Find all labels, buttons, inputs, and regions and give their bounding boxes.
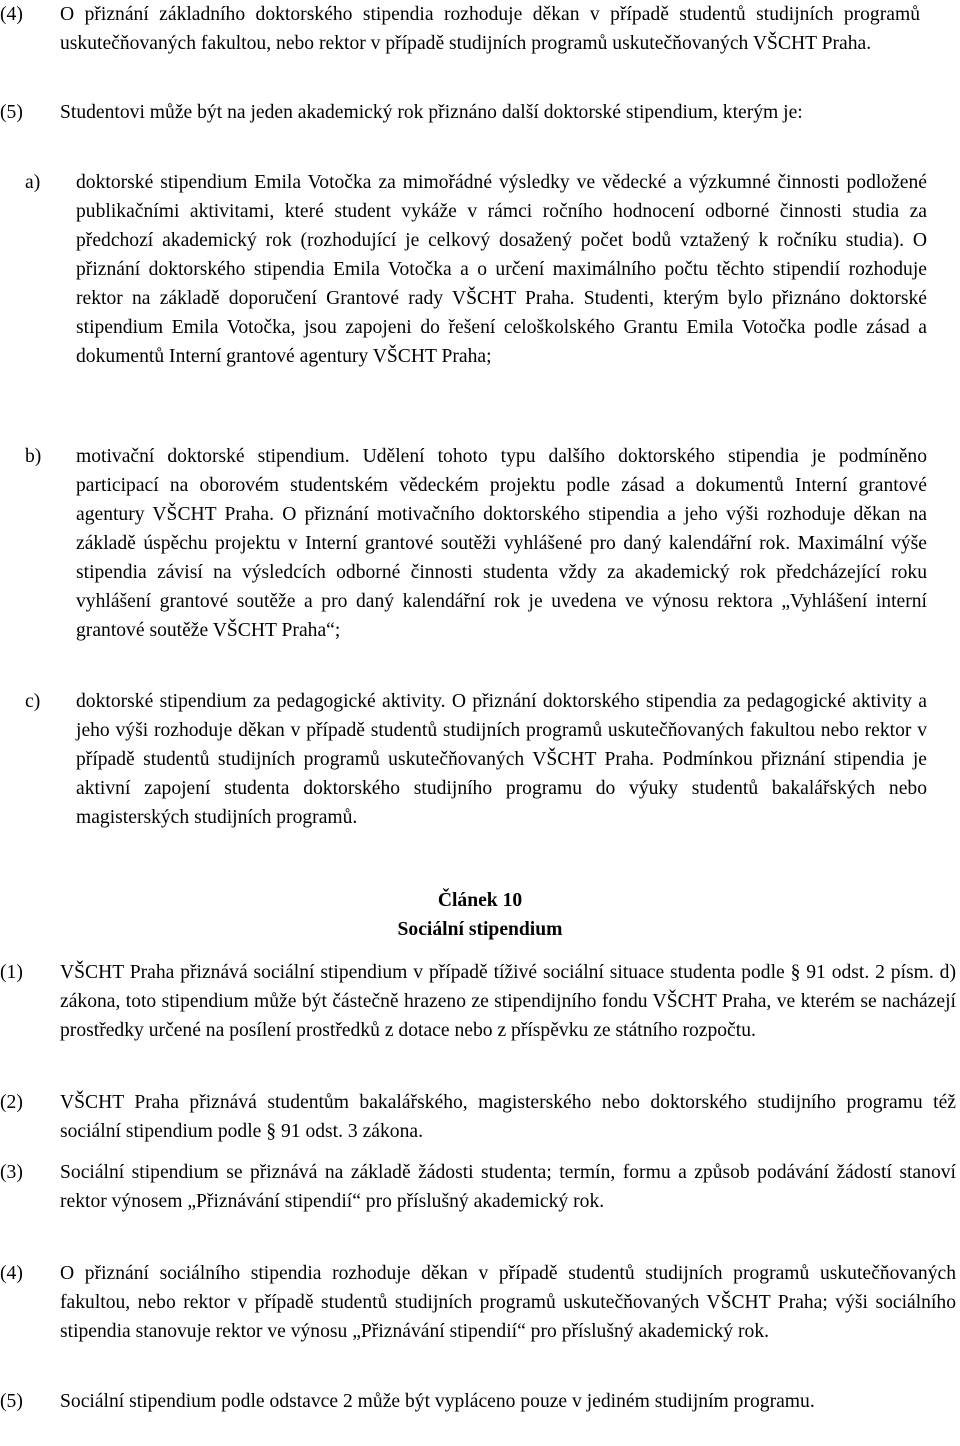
- subitem-label: b): [25, 446, 42, 467]
- paragraph-3: [0, 1158, 958, 1216]
- paragraph-4-top: [0, 0, 940, 58]
- subitem-a: [25, 168, 930, 371]
- subitem-label: c): [25, 691, 41, 712]
- subitem-text: motivační doktorské stipendium. Udělení tohoto typu dalšího doktorského stipendia je podmíněno participací na oborovém studentském vědeckém projektu podle zásad a dokumentů Interní grantové agentury VŠCHT Praha. O přiznání motivačního doktorského stipendia a jeho výši rozhoduje děkan na základě úspěchu projektu v Interní grantové soutěži vyhlášené pro daný kalendářní rok. Maximální výše stipendia závisí na výsledcích odborné činnosti studenta vždy za akademický rok předcházející roku vyhlášení grantové soutěže a pro daný kalendářní rok je uvedena ve výnosu rektora „Vyhlášení interní grantové soutěže VŠCHT Praha“;: [76, 446, 927, 641]
- paragraph-text: VŠCHT Praha přiznává studentům bakalářského, magisterského nebo doktorského studijního programu též sociální stipendium podle § 91 odst. 3 zákona.: [60, 1092, 956, 1142]
- paragraph-number: (4): [0, 4, 23, 25]
- paragraph-text: O přiznání základního doktorského stipendia rozhoduje děkan v případě studentů studijních programů uskutečňovaných fakultou, nebo rektor v případě studijních programů uskutečňovaných VŠCHT Praha.: [60, 4, 920, 54]
- subitem-c: [25, 687, 930, 832]
- subitem-text: doktorské stipendium za pedagogické aktivity. O přiznání doktorského stipendia za pedagogické aktivity a jeho výši rozhoduje děkan v případě studentů studijních programů uskutečňovaných fakultou nebo rektor v případě studentů studijních programů uskutečňovaných VŠCHT Praha. Podmínkou přiznání stipendia je aktivní zapojení studenta doktorského studijního programu do výuky studentů bakalářských nebo magisterských studijních programů.: [76, 691, 927, 828]
- paragraph-5-top: [0, 98, 940, 127]
- paragraph-number: (5): [0, 102, 23, 123]
- paragraph-text: O přiznání sociálního stipendia rozhoduje děkan v případě studentů studijních programů uskutečňovaných fakultou, nebo rektor v případě studentů studijních programů uskutečňovaných VŠCHT Praha; výši sociálního stipendia stanovuje rektor ve výnosu „Přiznávání stipendií“ pro příslušný akademický rok.: [60, 1263, 956, 1342]
- paragraph-number: (2): [0, 1092, 23, 1113]
- paragraph-number: (1): [0, 962, 23, 983]
- paragraph-text: Studentovi může být na jeden akademický rok přiznáno další doktorské stipendium, kterým je:: [60, 102, 803, 123]
- paragraph-2: [0, 1088, 958, 1146]
- article-subtitle: Sociální stipendium: [397, 919, 563, 940]
- paragraph-number: (5): [0, 1391, 23, 1412]
- subitem-text: doktorské stipendium Emila Votočka za mimořádné výsledky ve vědecké a výzkumné činnosti podložené publikačními aktivitami, které student vykáže v rámci ročního hodnocení odborné činnosti studia za předchozí akademický rok (rozhodující je celkový dosažený počet bodů vztažený k ročníku studia). O přiznání doktorského stipendia Emila Votočka a o určení maximálního počtu těchto stipendií rozhoduje rektor na základě doporučení Grantové rady VŠCHT Praha. Studenti, kterým bylo přiznáno doktorské stipendium Emila Votočka, jsou zapojeni do řešení celoškolského Grantu Emila Votočka podle zásad a dokumentů Interní grantové agentury VŠCHT Praha;: [76, 172, 927, 367]
- paragraph-number: (3): [0, 1162, 23, 1183]
- article-title: Článek 10: [437, 890, 523, 911]
- paragraph-text: Sociální stipendium podle odstavce 2 může být vypláceno pouze v jediném studijním programu.: [60, 1391, 815, 1412]
- paragraph-text: VŠCHT Praha přiznává sociální stipendium v případě tíživé sociální situace studenta podle § 91 odst. 2 písm. d) zákona, toto stipendium může být částečně hrazeno ze stipendijního fondu VŠCHT Praha, ve kterém se nacházejí prostředky určené na posílení prostředků z dotace nebo z příspěvku ze státního rozpočtu.: [60, 962, 956, 1041]
- subitem-b: [25, 442, 930, 645]
- subitem-label: a): [25, 172, 41, 193]
- paragraph-number: (4): [0, 1263, 23, 1284]
- paragraph-5: [0, 1387, 958, 1416]
- paragraph-1: [0, 958, 958, 1045]
- paragraph-text: Sociální stipendium se přiznává na základě žádosti studenta; termín, formu a způsob podávání žádostí stanoví rektor výnosem „Přiznávání stipendií“ pro příslušný akademický rok.: [60, 1162, 956, 1212]
- paragraph-4: [0, 1259, 958, 1346]
